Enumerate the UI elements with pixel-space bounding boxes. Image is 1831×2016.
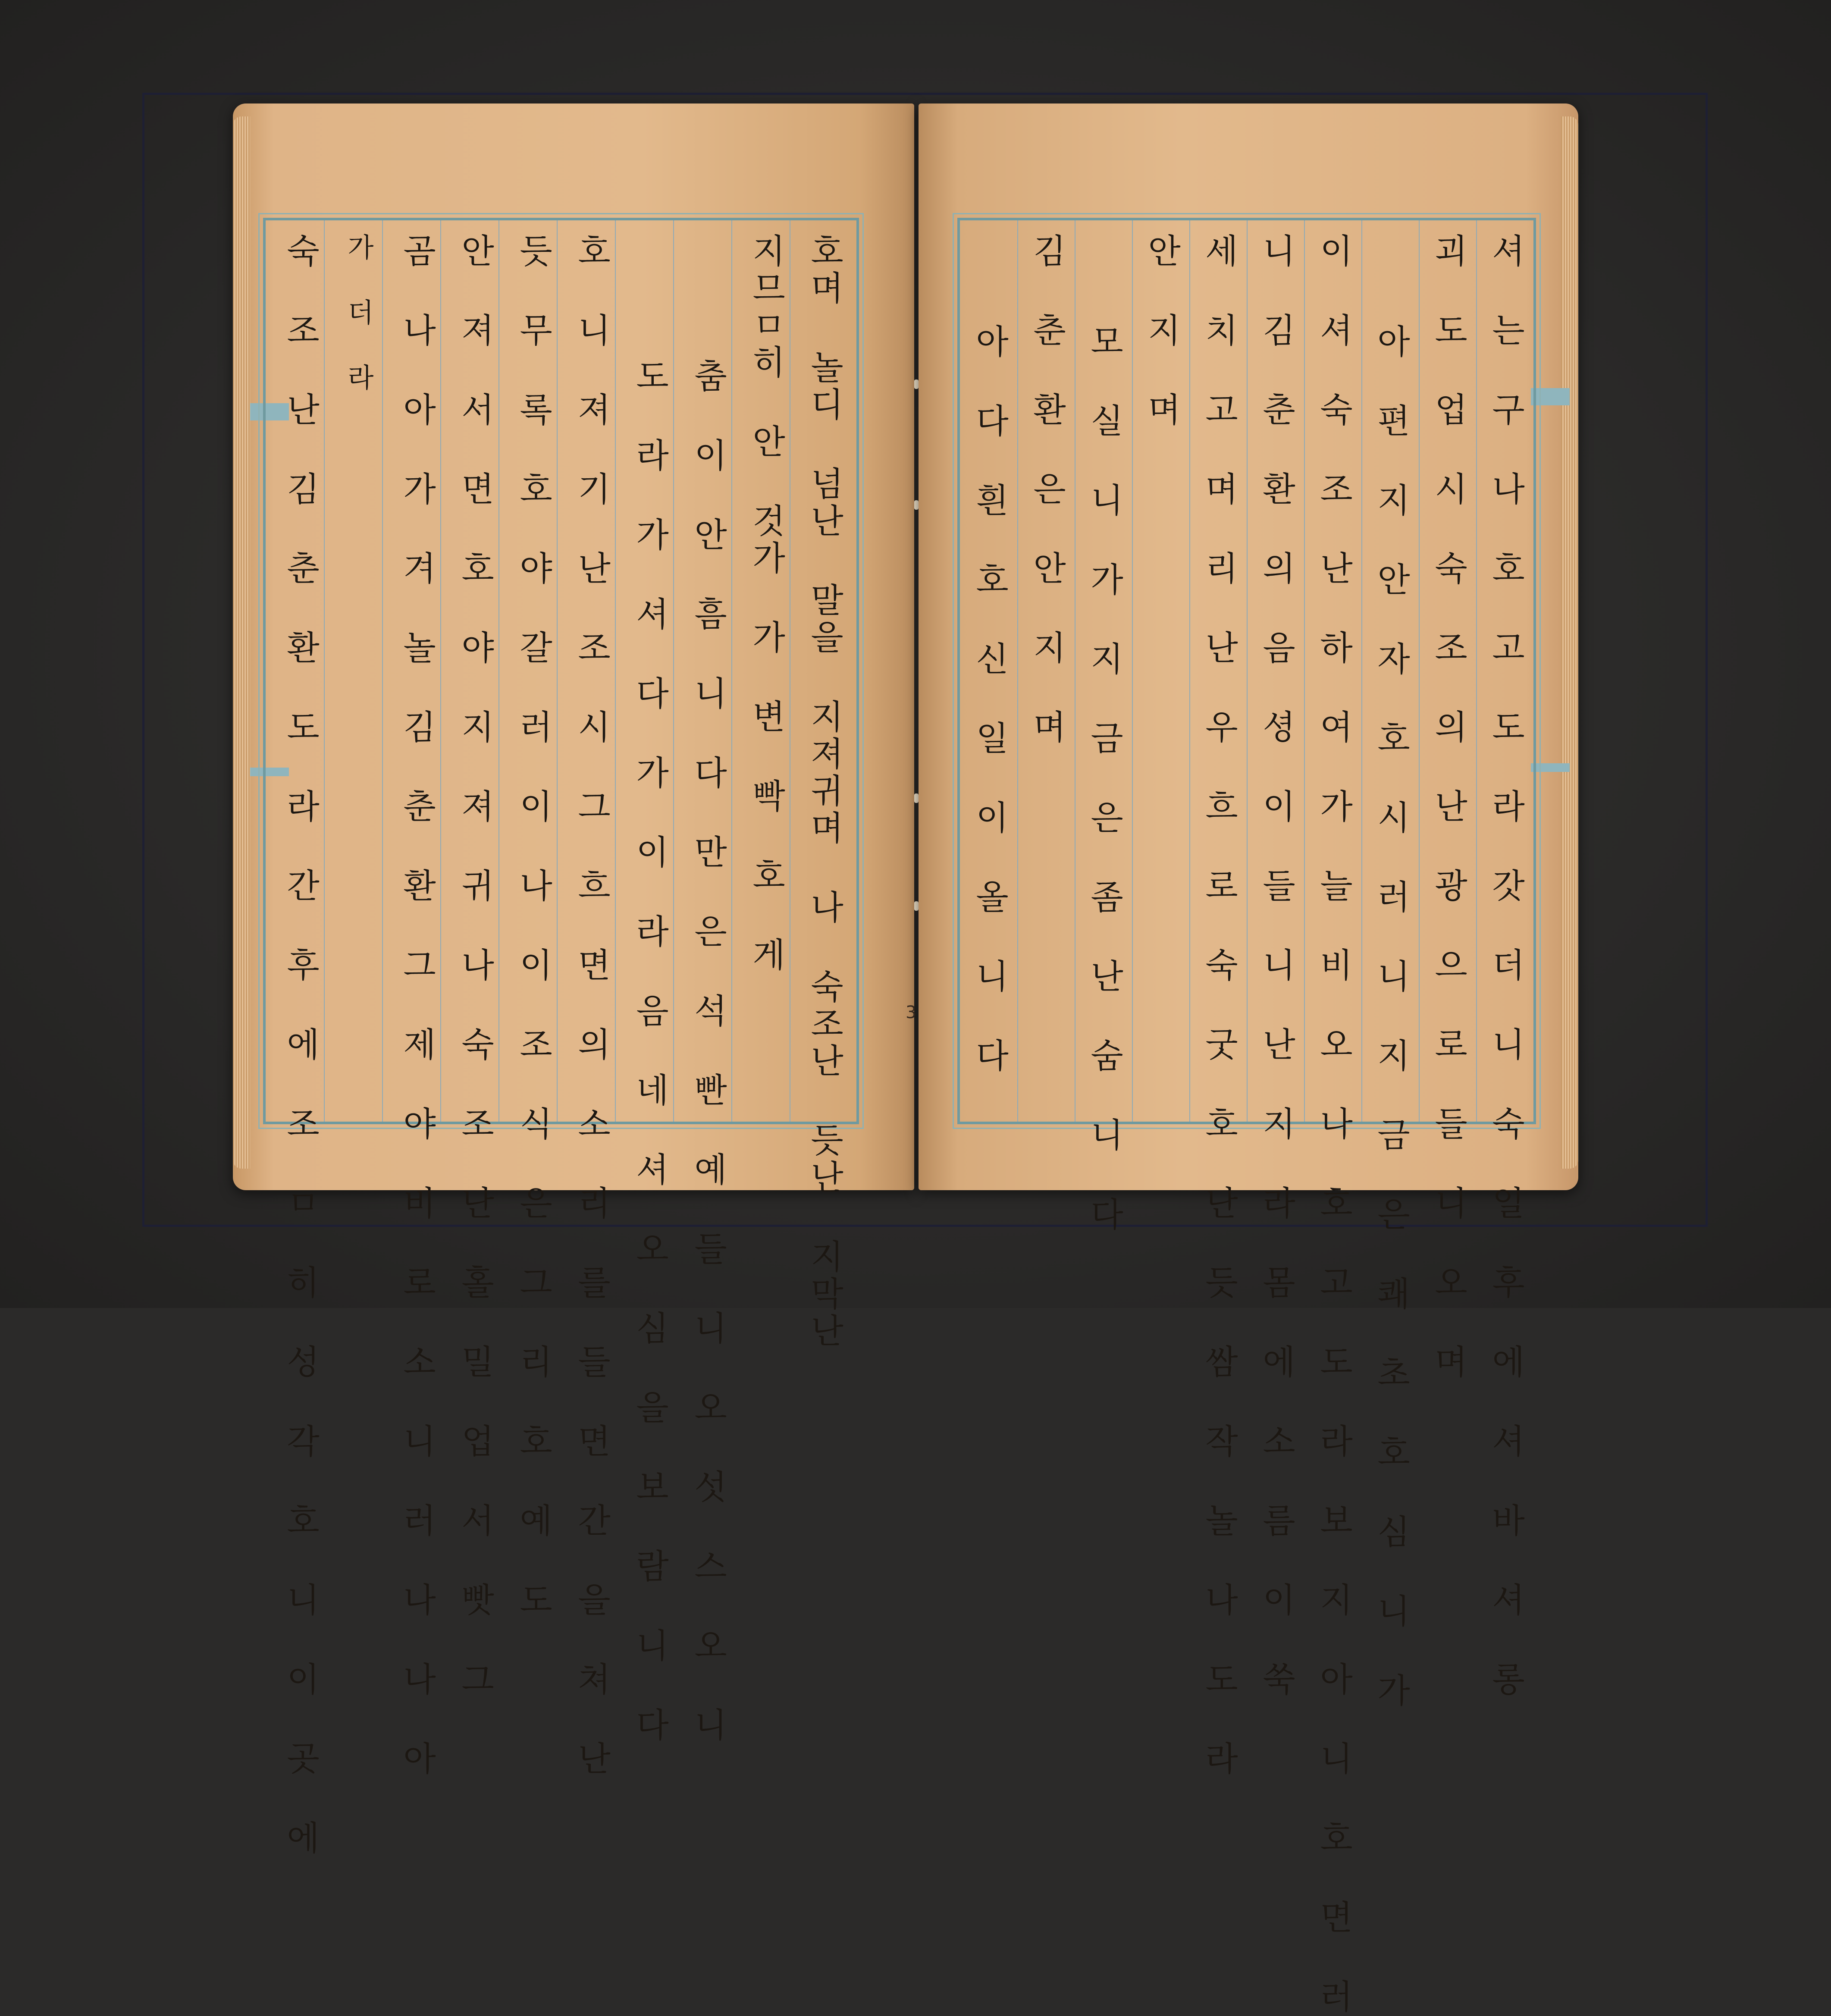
text-column-6: 듯 무 록 호 야 갈 러 이 나 이 조 식 은 그 리 호 예 도 [514, 233, 552, 1619]
text-column-9: 김 춘 환 은 안 지 며 [1027, 233, 1066, 746]
column-rule [1017, 220, 1018, 1122]
text-column-5: 니 김 춘 환 의 음 셩 이 들 니 난 지 라 몸 에 소 름 이 쑥 [1257, 233, 1295, 1699]
text-column-3: 춤 이 안 흠 니 다 만 은 석 빤 예 들 니 오 섯 스 오 니 [688, 358, 727, 1744]
text-column-8: 곰 나 아 가 겨 놀 김 춘 환 그 제 야 비 로 소 니 러 나 나 아 [397, 233, 436, 1778]
left-ruled-frame [263, 218, 859, 1857]
binding-stitch [914, 500, 919, 510]
open-book [233, 103, 1587, 2016]
text-column-9: 가 더 라 [343, 233, 374, 394]
column-rule [1189, 220, 1190, 1122]
text-column-7: 안 지 며 [1142, 233, 1181, 429]
column-rule [557, 220, 558, 1122]
right-ruled-frame [957, 218, 1536, 2016]
column-rule [673, 220, 674, 1122]
binding-stitch [914, 901, 919, 911]
text-column-4: 이 셔 숙 조 난 하 여 가 늘 비 오 나 호 고 도 라 보 지 아 니 호 면 러 [1314, 233, 1353, 2016]
column-rule [324, 220, 325, 1122]
text-column-5: 호 니 져 기 난 조 시 그 흐 면 의 소 리 를 들 면 간 을 쳐 난 [572, 233, 611, 1778]
text-column-1: 호며 놀디 넘난 말을 지져귀며 나 숙조난 듯난 지막난 [805, 233, 843, 1350]
text-column-2: 지므ㅁ히 안 것가 가 변 빡 호 게 [746, 233, 785, 974]
binding-stitch [914, 379, 919, 389]
text-column-10: 아 다 흰 호 신 일 이 올 니 다 [970, 324, 1009, 1075]
right-tab-marker-bottom [1531, 763, 1570, 772]
text-column-1: 셔 는 구 나 호 고 도 라 갓 더 니 숙 일 후 에 셔 바 셔 롱 [1486, 233, 1525, 1699]
column-rule [1247, 220, 1248, 1122]
left-page [233, 103, 917, 1857]
text-column-7: 안 져 서 면 호 야 지 져 귀 나 숙 조 난 홀 밀 업 서 빳 그 [455, 233, 494, 1699]
text-column-2: 괴 도 업 시 숙 조 의 난 광 으 로 들 니 오 며 [1429, 233, 1467, 1381]
right-tab-marker-top [1531, 388, 1570, 405]
text-column-10: 숙 조 난 김 춘 환 도 라 간 후 에 조 ㅁ 히 성 각 호 니 이 곳 에 [281, 233, 320, 1857]
right-page-edges [1561, 116, 1578, 1169]
column-rule [1361, 220, 1362, 1122]
left-page-edges [233, 116, 250, 1169]
column-rule [1419, 220, 1420, 1122]
column-rule [1304, 220, 1305, 1122]
column-rule [1132, 220, 1133, 1122]
text-column-3: 아 편 지 안 자 호 시 러 니 지 금 은 쾌 초 호 심 니 가 [1371, 324, 1410, 1710]
column-rule [440, 220, 441, 1122]
text-column-6: 세 치 고 며 리 난 우 흐 로 숙 굿 호 난 듯 쌈 작 놀 나 도 라 [1199, 233, 1238, 1778]
text-column-8: 모 실 니 가 지 금 은 좀 난 숨 니 다 [1085, 324, 1123, 1234]
column-rule [615, 220, 616, 1122]
column-rule [382, 220, 383, 1122]
column-rule [1476, 220, 1477, 1122]
right-page [919, 103, 1578, 2016]
column-rule [731, 220, 732, 1122]
text-column-4: 도 라 가 셔 다 가 이 라 음 네 셔 오 심 을 보 람 니 다 [630, 358, 669, 1744]
binding-stitch [914, 793, 919, 803]
page-mark: 3 [906, 1003, 917, 1022]
